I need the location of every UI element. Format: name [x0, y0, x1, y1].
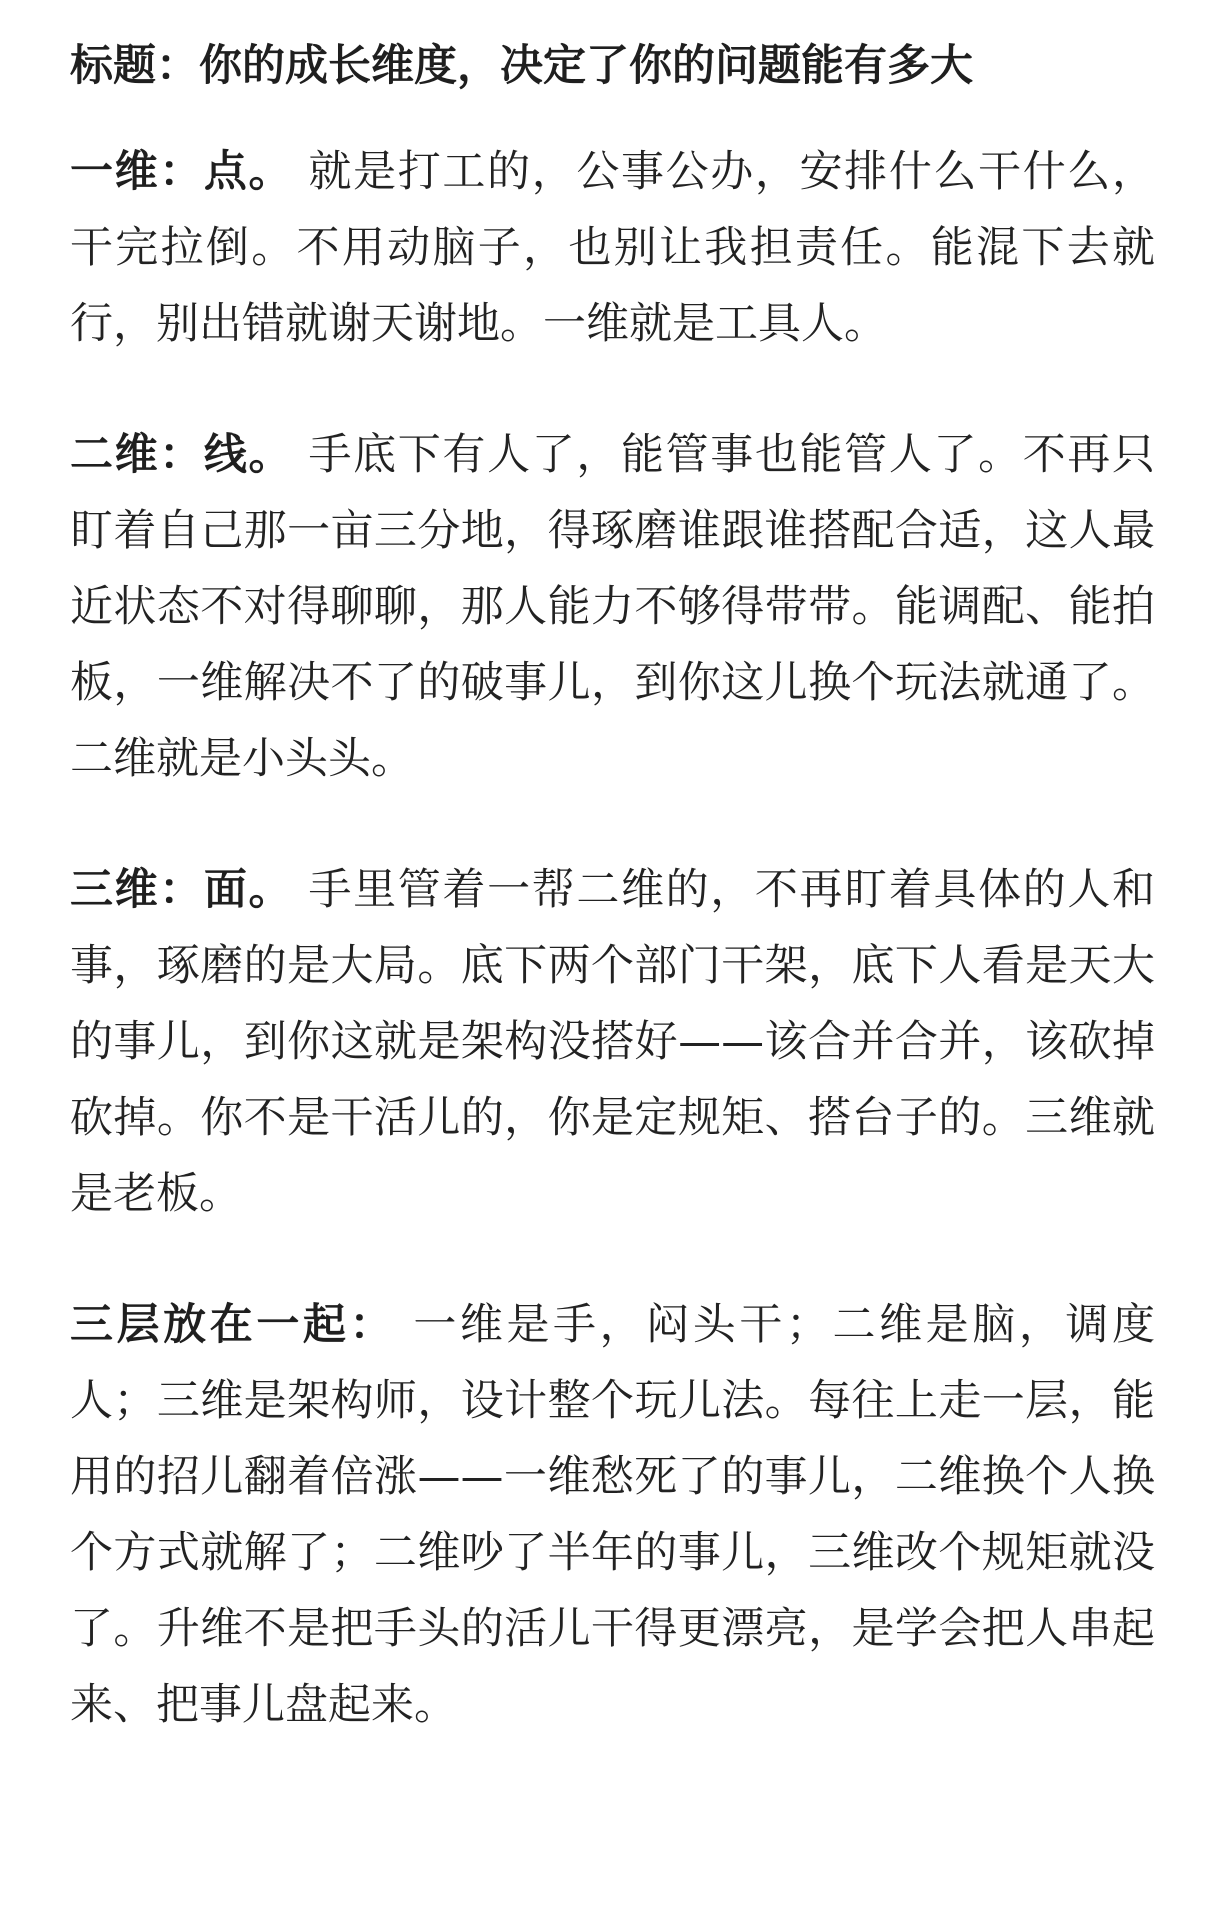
section-two-dimension [70, 417, 1155, 797]
section-body: 一维是手，闷头干；二维是脑，调度人；三维是架构师，设计整个玩儿法。每往上走一层，能用的招儿翻着倍涨——一维愁死了的事儿，二维换个人换个方式就解了；二维吵了半年的事儿，三维改个规矩就没了。升维不是把手头的活儿干得更漂亮，是学会把人串起来、把事儿盘起来。 [70, 1300, 1156, 1730]
article-title: 标题：你的成长维度，决定了你的问题能有多大 [70, 41, 973, 91]
article [70, 24, 1155, 1798]
section-heading: 二维：线。 [70, 430, 294, 480]
section-heading: 三层放在一起： [70, 1300, 397, 1350]
section-three-dimension [70, 852, 1155, 1232]
section-body: 手里管着一帮二维的，不再盯着具体的人和事，琢磨的是大局。底下两个部门干架，底下人看是天大的事儿，到你这就是架构没搭好——该合并合并，该砍掉砍掉。你不是干活儿的，你是定规矩、搭台子的。三维就是老板。 [70, 865, 1156, 1219]
section-heading: 三维：面。 [70, 865, 294, 915]
section-summary [70, 1287, 1155, 1743]
section-body: 手底下有人了，能管事也能管人了。不再只盯着自己那一亩三分地，得琢磨谁跟谁搭配合适，这人最近状态不对得聊聊，那人能力不够得带带。能调配、能拍板，一维解决不了的破事儿，到你这儿换个玩法就通了。二维就是小头头。 [70, 430, 1156, 784]
section-body: 就是打工的，公事公办，安排什么干什么，干完拉倒。不用动脑子，也别让我担责任。能混下去就行，别出错就谢天谢地。一维就是工具人。 [70, 147, 1156, 349]
section-heading: 一维：点。 [70, 147, 294, 197]
section-one-dimension [70, 134, 1155, 362]
